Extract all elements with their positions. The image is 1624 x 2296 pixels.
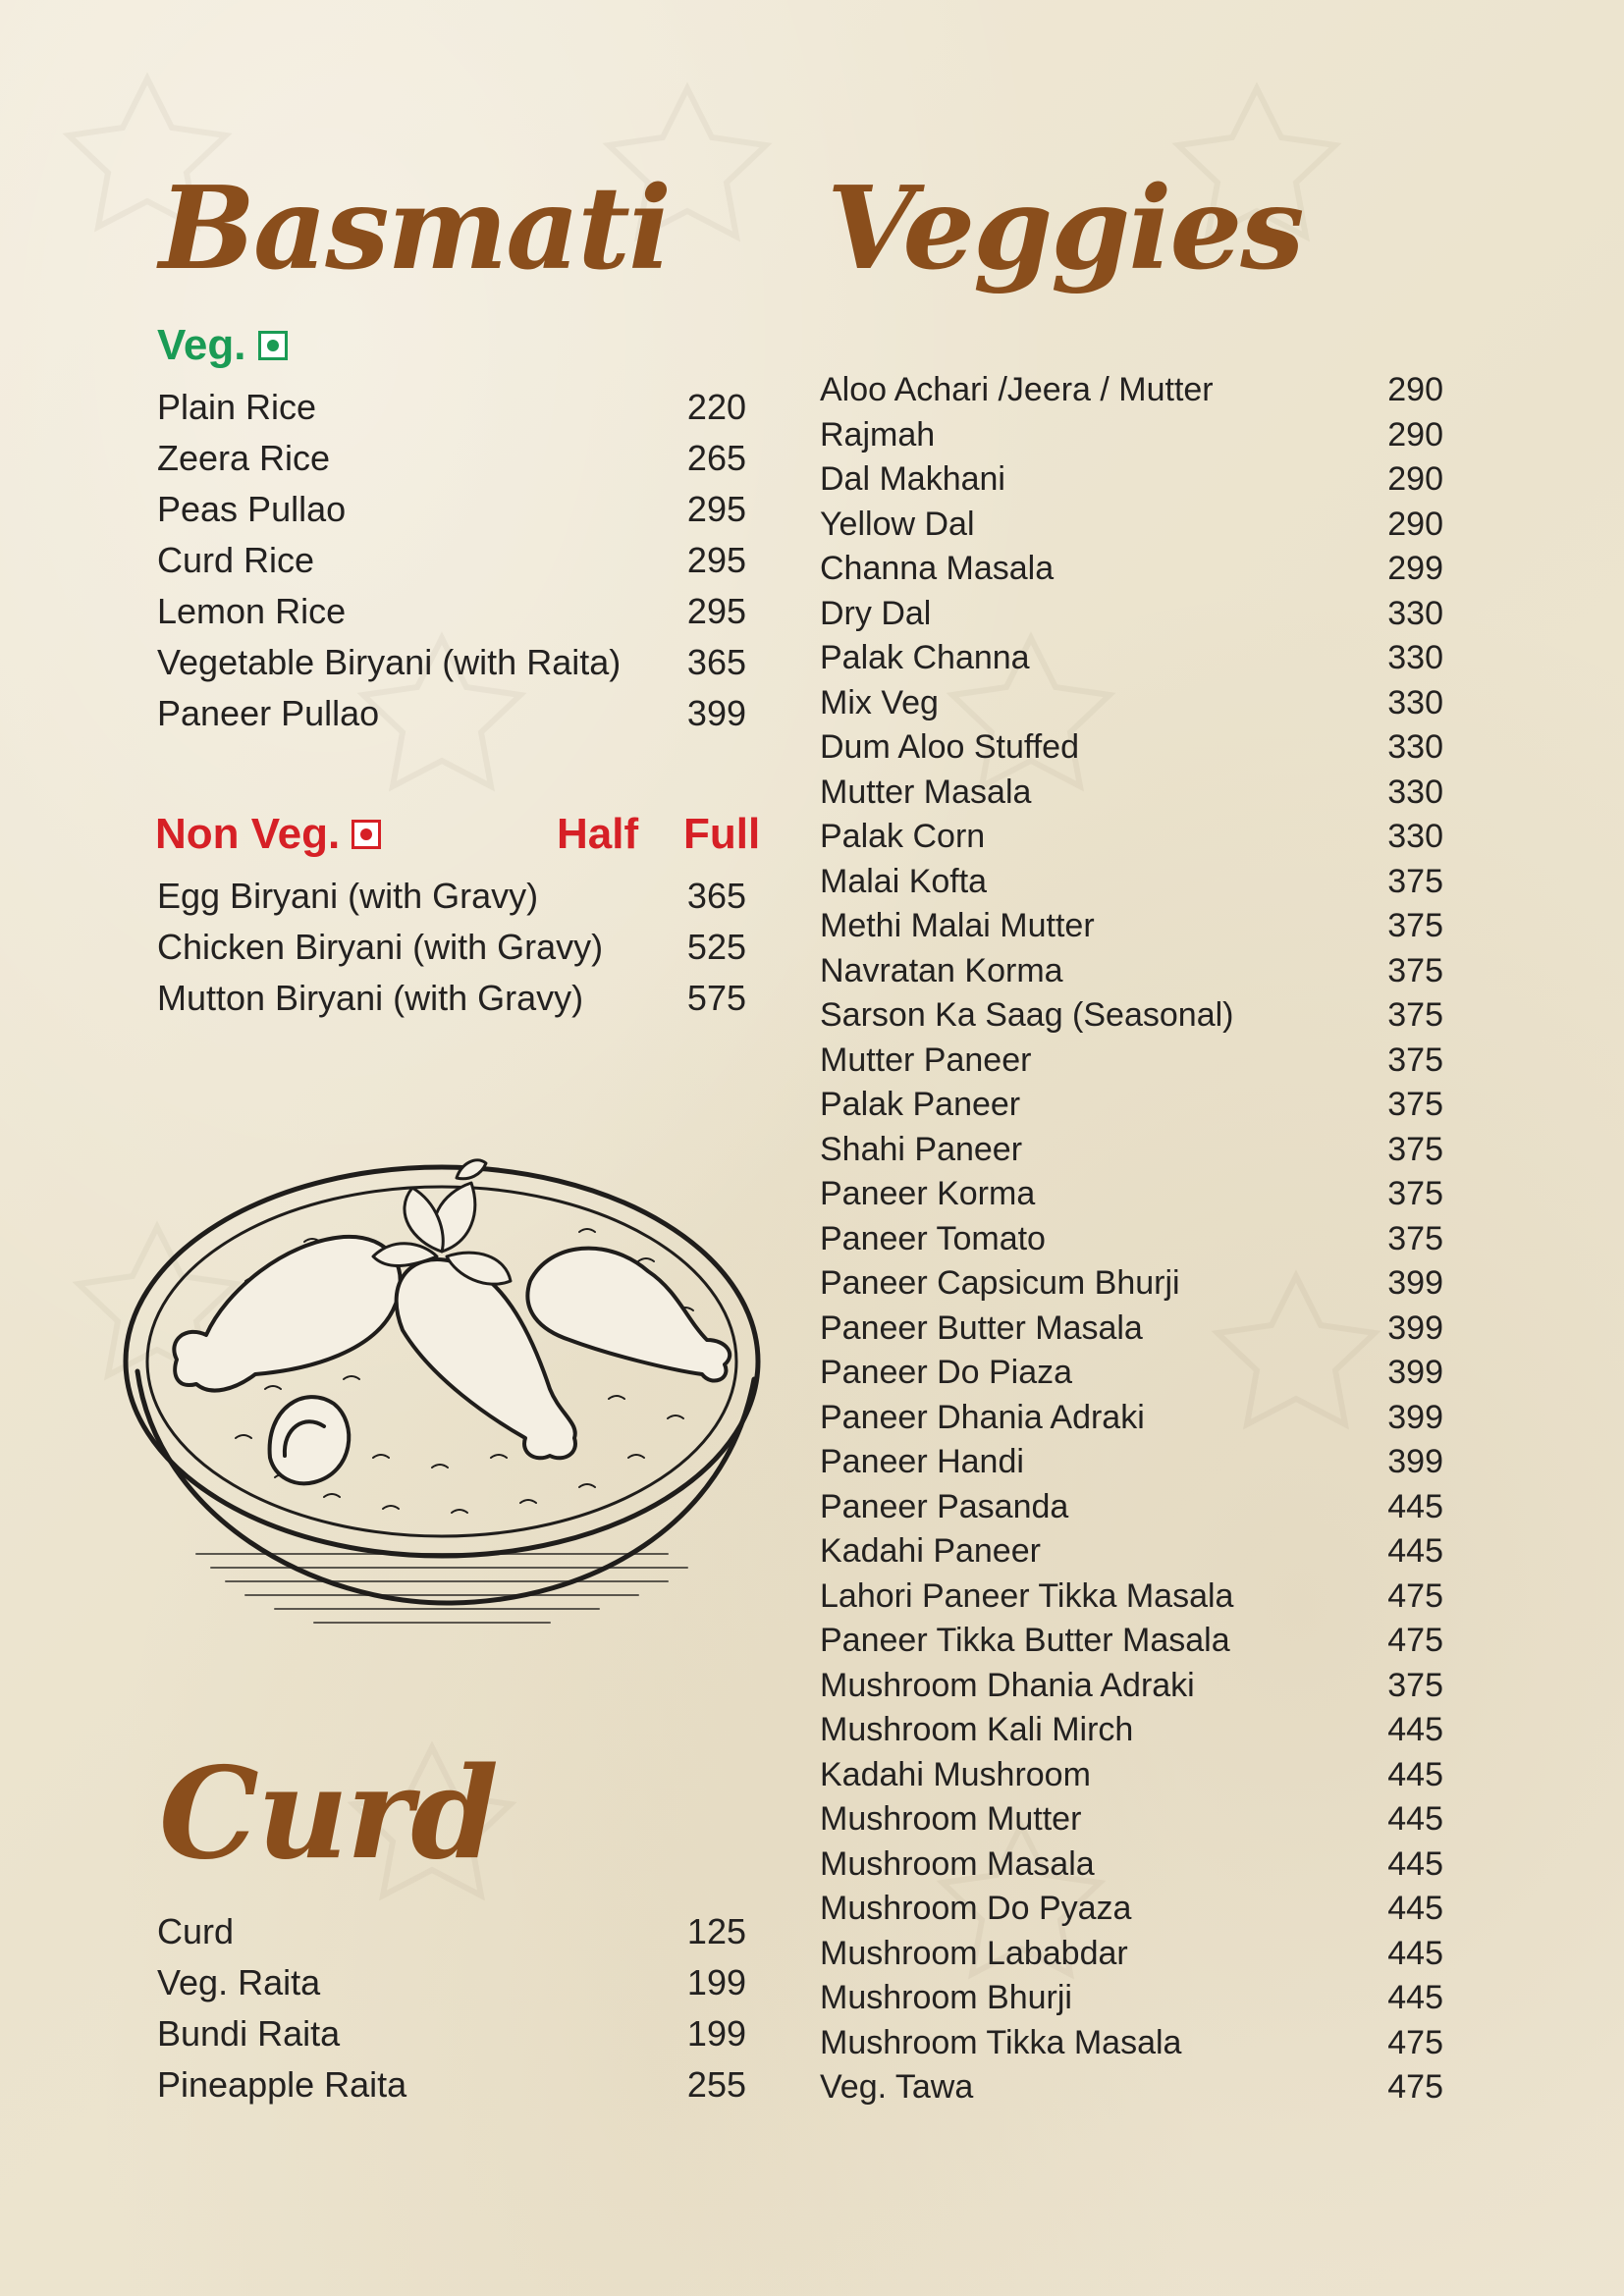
menu-item xyxy=(820,1753,1443,1798)
menu-item-name: Zeera Rice xyxy=(157,438,331,478)
menu-item-name: Mushroom Mutter xyxy=(820,1800,1082,1838)
menu-item xyxy=(820,949,1443,994)
menu-item-name: Paneer Handi xyxy=(820,1443,1024,1480)
menu-item xyxy=(820,457,1443,503)
menu-item xyxy=(820,1396,1443,1441)
menu-item-price: 445 xyxy=(1387,1800,1443,1838)
menu-item-price: 295 xyxy=(686,591,746,631)
menu-item-name: Curd Rice xyxy=(157,540,315,580)
biryani-bowl-illustration xyxy=(118,1144,785,1674)
menu-item-name: Paneer Butter Masala xyxy=(820,1308,1143,1347)
menu-item xyxy=(820,2021,1443,2066)
menu-item-name: Mutter Paneer xyxy=(820,1041,1032,1079)
menu-item-price: 375 xyxy=(1387,996,1443,1034)
nonveg-label: Non Veg. xyxy=(155,810,341,858)
menu-item-price: 445 xyxy=(1387,1711,1443,1748)
menu-item-name: Mix Veg xyxy=(820,683,939,721)
menu-item-name: Yellow Dal xyxy=(820,505,975,543)
menu-item-name: Methi Malai Mutter xyxy=(820,907,1095,944)
menu-item xyxy=(820,1172,1443,1217)
menu-item-price: 399 xyxy=(1387,1354,1443,1391)
menu-item-price: 199 xyxy=(686,2013,746,2054)
menu-item-name: Peas Pullao xyxy=(157,489,347,529)
menu-item-price: 295 xyxy=(686,489,746,529)
menu-item-name: Palak Paneer xyxy=(820,1086,1021,1123)
menu-item xyxy=(820,1976,1443,2021)
menu-item-price: 365 xyxy=(686,876,746,916)
menu-item-price: 295 xyxy=(686,540,746,580)
menu-item-name: Paneer Tikka Butter Masala xyxy=(820,1622,1230,1659)
menu-item xyxy=(820,681,1443,726)
menu-item-price: 375 xyxy=(1387,1666,1443,1704)
menu-item xyxy=(820,1797,1443,1842)
menu-item-name: Paneer Capsicum Bhurji xyxy=(820,1264,1180,1302)
menu-item-name: Paneer Pullao xyxy=(157,693,380,733)
menu-item-name: Lahori Paneer Tikka Masala xyxy=(820,1576,1234,1615)
menu-item xyxy=(820,2065,1443,2110)
menu-item xyxy=(820,1083,1443,1128)
full-column-header: Full xyxy=(683,810,761,858)
menu-item xyxy=(820,1932,1443,1977)
menu-item-name: Kadahi Paneer xyxy=(820,1532,1041,1570)
curd-title: Curd xyxy=(159,1740,497,1888)
veg-symbol-icon xyxy=(258,331,288,360)
veggies-title: Veggies xyxy=(827,162,1303,295)
menu-item-name: Dum Aloo Stuffed xyxy=(820,728,1079,766)
nonveg-heading xyxy=(155,809,381,860)
menu-item xyxy=(820,1440,1443,1485)
menu-item-name: Paneer Dhania Adraki xyxy=(820,1398,1145,1436)
menu-item-name: Paneer Do Piaza xyxy=(820,1354,1073,1391)
veggies-list xyxy=(820,368,1443,2110)
menu-item-name: Mushroom Tikka Masala xyxy=(820,2023,1182,2061)
menu-item xyxy=(157,688,746,739)
menu-item-price: 445 xyxy=(1387,1934,1443,1972)
menu-item-name: Paneer Tomato xyxy=(820,1219,1046,1257)
menu-item-name: Mushroom Kali Mirch xyxy=(820,1711,1134,1748)
veg-heading xyxy=(157,320,288,371)
nonveg-rice-list xyxy=(157,871,746,1024)
menu-item-name: Shahi Paneer xyxy=(820,1130,1023,1168)
menu-item-price: 375 xyxy=(1387,1130,1443,1168)
menu-item-price: 375 xyxy=(1387,1041,1443,1079)
menu-item xyxy=(157,382,746,433)
menu-item-price: 299 xyxy=(1387,550,1443,587)
menu-item xyxy=(820,1708,1443,1753)
basmati-title: Basmati xyxy=(159,162,671,295)
menu-item xyxy=(820,993,1443,1039)
menu-item-price: 375 xyxy=(1387,907,1443,944)
menu-item-price: 330 xyxy=(1387,683,1443,721)
menu-item xyxy=(820,1039,1443,1084)
menu-item-name: Malai Kofta xyxy=(820,862,988,900)
veg-label: Veg. xyxy=(157,321,246,369)
menu-item xyxy=(157,2008,746,2059)
half-column-header: Half xyxy=(557,810,639,858)
menu-item-price: 475 xyxy=(1387,2023,1443,2061)
menu-item xyxy=(820,1261,1443,1307)
menu-item xyxy=(820,1887,1443,1932)
menu-item xyxy=(820,636,1443,681)
menu-item xyxy=(820,1529,1443,1575)
menu-item xyxy=(820,547,1443,592)
menu-item-price: 399 xyxy=(1387,1308,1443,1347)
menu-item-price: 575 xyxy=(686,978,746,1018)
menu-item-name: Mushroom Do Pyaza xyxy=(820,1890,1132,1927)
menu-item xyxy=(820,1485,1443,1530)
menu-item xyxy=(157,535,746,586)
menu-item-name: Kadahi Mushroom xyxy=(820,1755,1091,1793)
menu-item xyxy=(157,2059,746,2110)
menu-item xyxy=(157,433,746,484)
menu-item-name: Dry Dal xyxy=(820,594,932,632)
menu-item-price: 365 xyxy=(686,642,746,682)
menu-item-price: 290 xyxy=(1387,505,1443,543)
menu-item-name: Dal Makhani xyxy=(820,460,1005,498)
menu-item-name: Mushroom Dhania Adraki xyxy=(820,1666,1195,1704)
menu-item-name: Mushroom Bhurji xyxy=(820,1979,1072,2016)
menu-item-price: 399 xyxy=(1387,1398,1443,1436)
menu-item xyxy=(820,1619,1443,1664)
menu-item xyxy=(820,1128,1443,1173)
menu-item xyxy=(157,922,746,973)
menu-item xyxy=(820,1842,1443,1888)
menu-item-price: 399 xyxy=(1387,1264,1443,1302)
menu-item xyxy=(820,1307,1443,1352)
menu-item-price: 525 xyxy=(686,927,746,967)
menu-item-name: Pineapple Raita xyxy=(157,2064,407,2105)
menu-item-name: Aloo Achari /Jeera / Mutter xyxy=(820,371,1214,408)
menu-item-price: 290 xyxy=(1387,371,1443,408)
menu-item-price: 445 xyxy=(1387,1979,1443,2016)
menu-item-price: 220 xyxy=(686,387,746,427)
menu-item xyxy=(157,484,746,535)
menu-item-name: Vegetable Biryani (with Raita) xyxy=(157,642,622,682)
menu-item-name: Veg. Raita xyxy=(157,1962,321,2002)
menu-item-name: Bundi Raita xyxy=(157,2013,341,2054)
menu-item xyxy=(820,413,1443,458)
menu-item-name: Palak Corn xyxy=(820,818,986,855)
menu-item xyxy=(157,1957,746,2008)
menu-item-price: 330 xyxy=(1387,818,1443,855)
menu-item-name: Plain Rice xyxy=(157,387,317,427)
nonveg-symbol-icon xyxy=(352,820,381,849)
menu-item xyxy=(820,592,1443,637)
menu-item-price: 375 xyxy=(1387,1086,1443,1123)
menu-item xyxy=(820,1217,1443,1262)
menu-item xyxy=(820,771,1443,816)
menu-item xyxy=(820,860,1443,905)
menu-item-name: Sarson Ka Saag (Seasonal) xyxy=(820,996,1234,1034)
menu-item xyxy=(820,503,1443,548)
menu-item xyxy=(157,637,746,688)
menu-item-price: 330 xyxy=(1387,639,1443,676)
curd-list xyxy=(157,1906,746,2110)
menu-item-price: 375 xyxy=(1387,1219,1443,1257)
menu-item-name: Veg. Tawa xyxy=(820,2068,974,2106)
menu-item-name: Egg Biryani (with Gravy) xyxy=(157,876,539,916)
menu-item-price: 330 xyxy=(1387,773,1443,811)
menu-item-name: Paneer Pasanda xyxy=(820,1487,1069,1525)
menu-item-name: Lemon Rice xyxy=(157,591,347,631)
menu-item-price: 399 xyxy=(686,693,746,733)
menu-item-price: 375 xyxy=(1387,951,1443,989)
menu-item xyxy=(820,815,1443,860)
menu-item-price: 445 xyxy=(1387,1890,1443,1927)
menu-item-name: Paneer Korma xyxy=(820,1175,1036,1212)
veg-rice-list xyxy=(157,382,746,739)
menu-item xyxy=(820,904,1443,949)
menu-item-price: 445 xyxy=(1387,1755,1443,1793)
menu-item-name: Curd xyxy=(157,1911,235,1951)
menu-item-price: 290 xyxy=(1387,415,1443,454)
menu-item-price: 290 xyxy=(1387,460,1443,498)
menu-item-name: Rajmah xyxy=(820,415,936,454)
menu-item-price: 125 xyxy=(686,1911,746,1951)
menu-item-price: 475 xyxy=(1387,2068,1443,2106)
menu-item xyxy=(820,725,1443,771)
menu-item-price: 475 xyxy=(1387,1576,1443,1615)
menu-item xyxy=(820,1575,1443,1620)
menu-item-price: 265 xyxy=(686,438,746,478)
menu-item xyxy=(157,871,746,922)
menu-item-price: 330 xyxy=(1387,728,1443,766)
menu-item-price: 199 xyxy=(686,1962,746,2002)
menu-item-price: 475 xyxy=(1387,1622,1443,1659)
menu-item xyxy=(157,1906,746,1957)
menu-item-name: Navratan Korma xyxy=(820,951,1063,989)
menu-item-name: Mushroom Lababdar xyxy=(820,1934,1128,1972)
menu-item-price: 445 xyxy=(1387,1487,1443,1525)
menu-item xyxy=(820,1664,1443,1709)
menu-item xyxy=(157,586,746,637)
menu-item-price: 375 xyxy=(1387,862,1443,900)
menu-item-price: 445 xyxy=(1387,1844,1443,1883)
menu-item-name: Mutton Biryani (with Gravy) xyxy=(157,978,584,1018)
menu-item-name: Mutter Masala xyxy=(820,773,1032,811)
menu-item xyxy=(157,973,746,1024)
menu-item xyxy=(820,368,1443,413)
menu-item-price: 255 xyxy=(686,2064,746,2105)
menu-item-name: Mushroom Masala xyxy=(820,1844,1095,1883)
menu-item-price: 375 xyxy=(1387,1175,1443,1212)
menu-item-price: 399 xyxy=(1387,1443,1443,1480)
menu-item xyxy=(820,1351,1443,1396)
menu-item-price: 445 xyxy=(1387,1532,1443,1570)
menu-item-price: 330 xyxy=(1387,594,1443,632)
menu-item-name: Chicken Biryani (with Gravy) xyxy=(157,927,604,967)
menu-item-name: Palak Channa xyxy=(820,639,1030,676)
menu-item-name: Channa Masala xyxy=(820,550,1055,587)
